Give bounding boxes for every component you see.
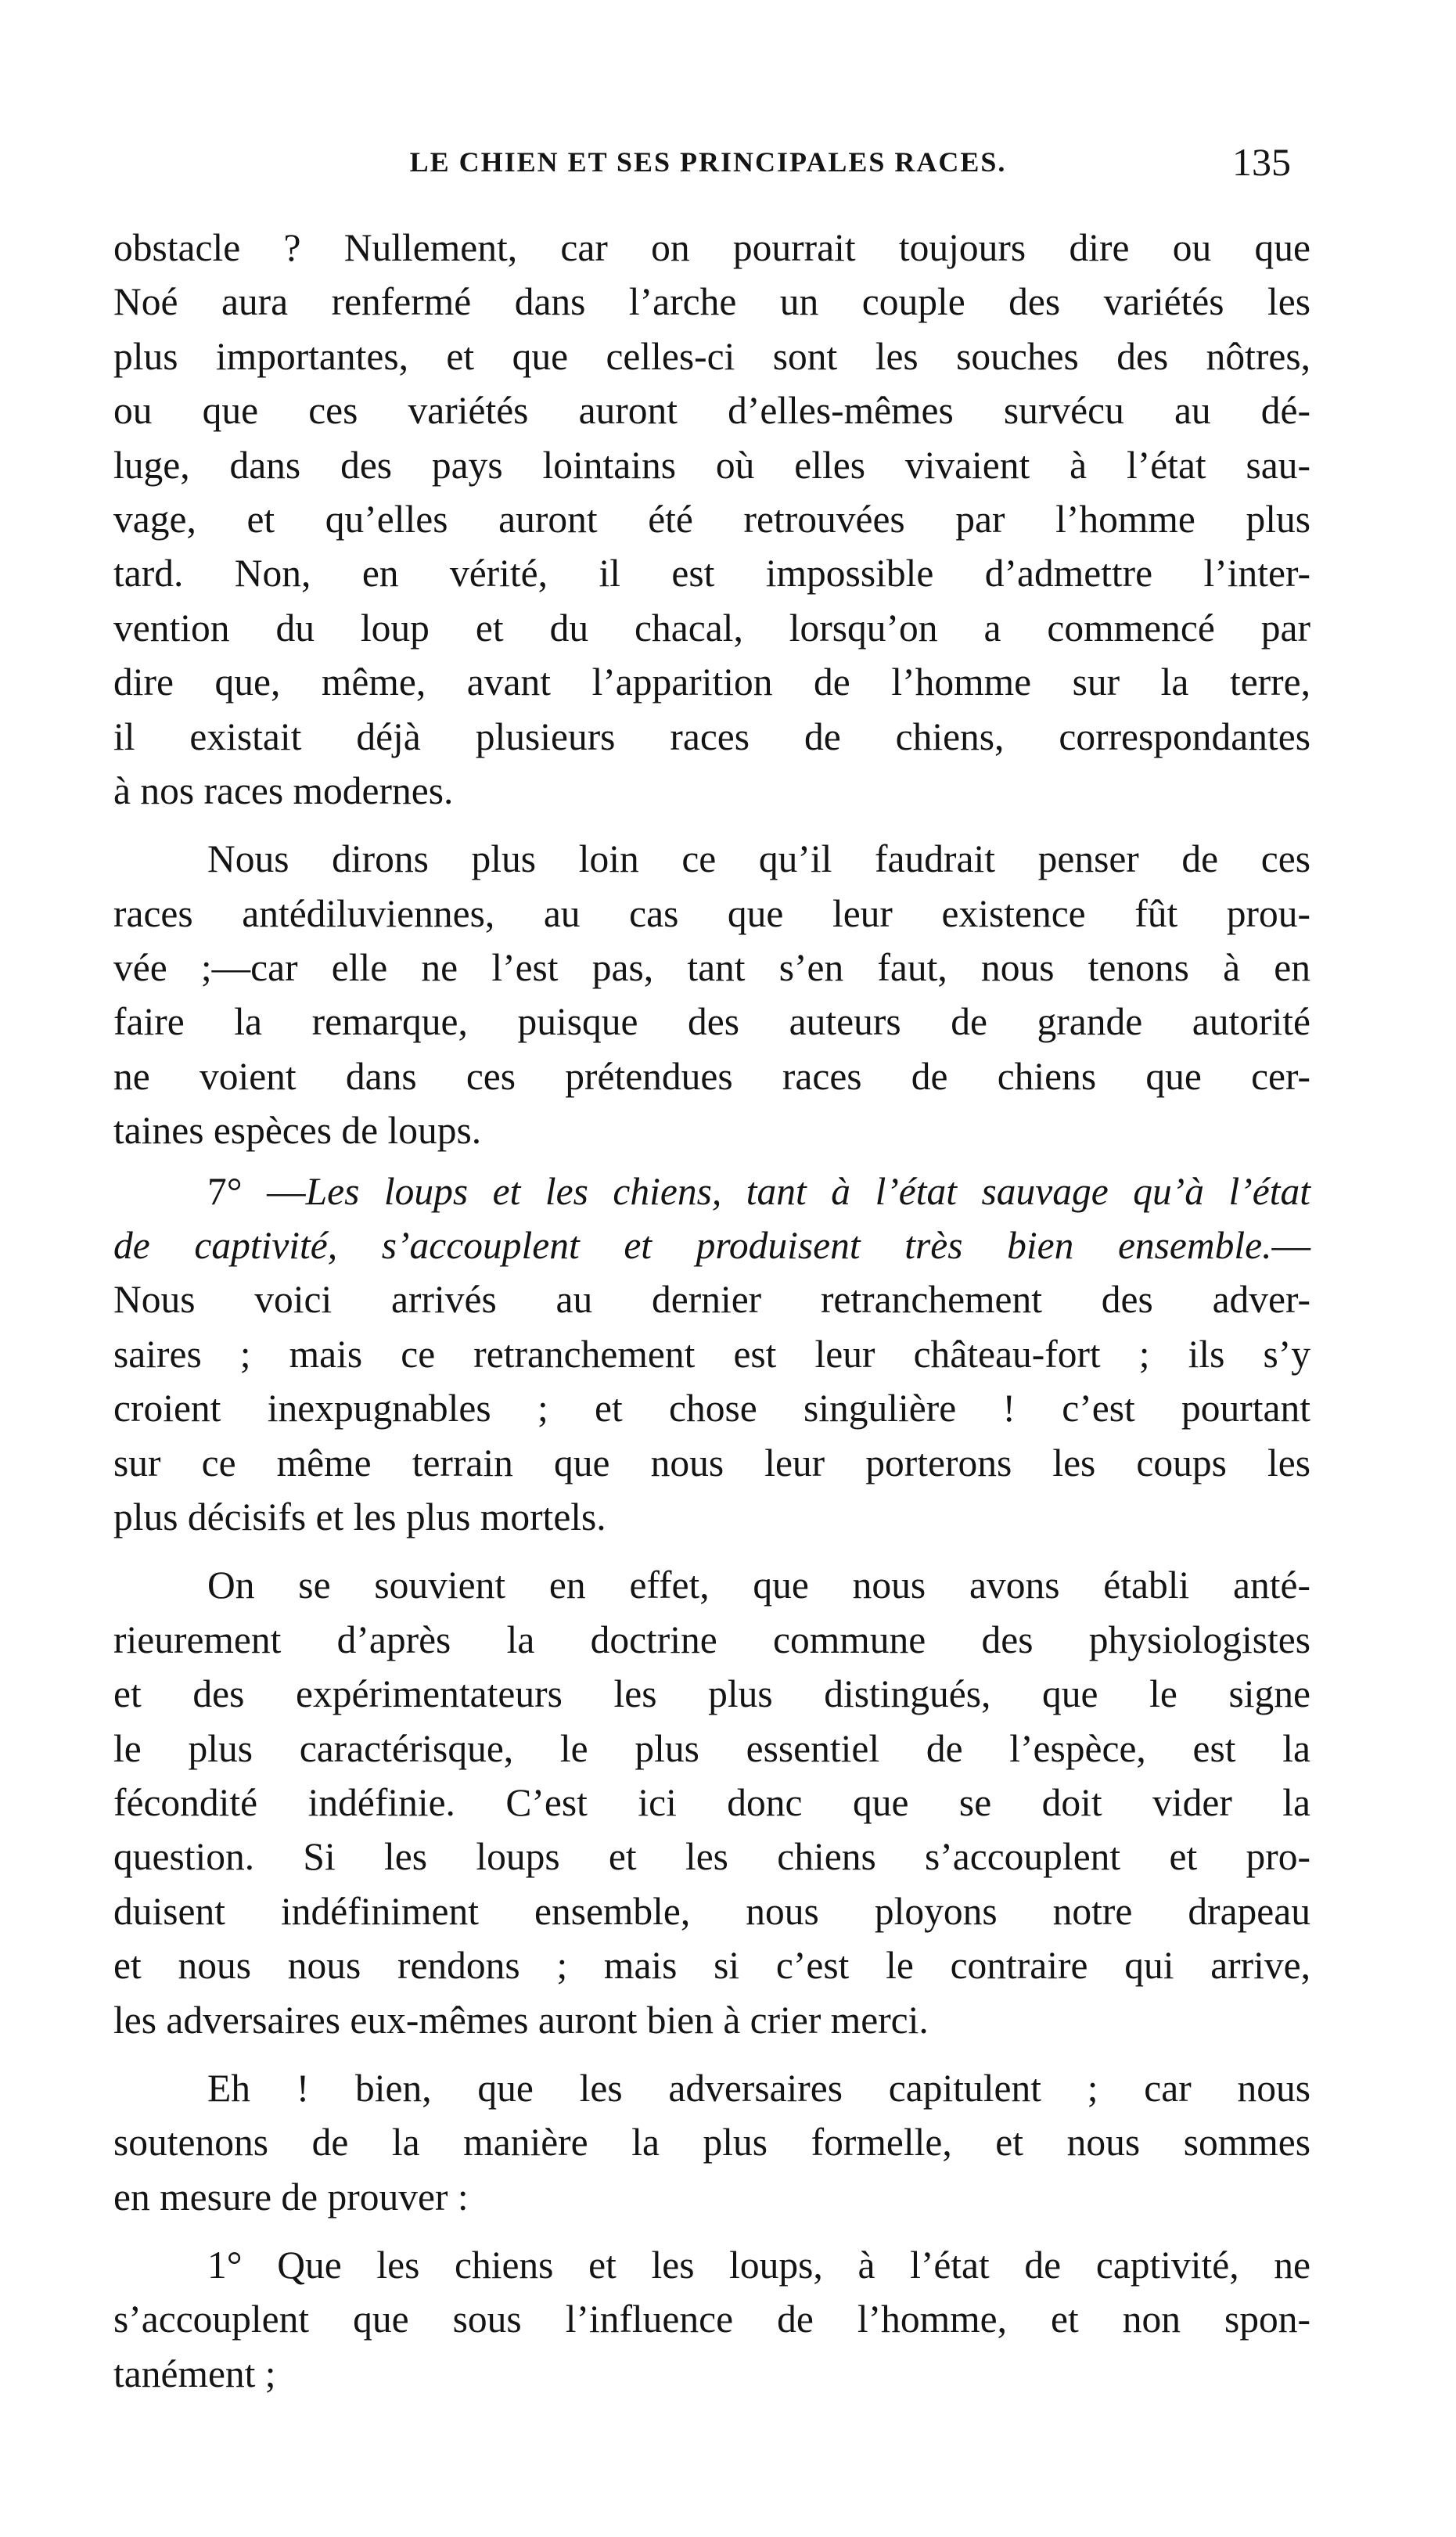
text-line: Noé aura renfermé dans l’arche un couple des variétés les — [113, 280, 1310, 324]
text-line: vée ;—car elle ne l’est pas, tant s’en faut, nous tenons à en — [113, 946, 1310, 990]
text-line: plus importantes, et que celles-ci sont les souches des nôtres, — [113, 334, 1310, 378]
text-line: il existait déjà plusieurs races de chiens, correspondantes — [113, 714, 1310, 758]
running-head — [125, 135, 1291, 189]
text-line: tard. Non, en vérité, il est impossible d’admettre l’inter- — [113, 552, 1310, 596]
text-line: Eh ! bien, que les adversaires capitulent ; car nous — [207, 2066, 1310, 2110]
text-line: races antédiluviennes, au cas que leur existence fût prou- — [113, 891, 1310, 935]
text-line: soutenons de la manière la plus formelle, et nous sommes — [113, 2121, 1310, 2165]
text-line: tanément ; — [113, 2352, 276, 2395]
text-line: vage, et qu’elles auront été retrouvées par l’homme plus — [113, 497, 1310, 541]
text-line: dire que, même, avant l’apparition de l’homme sur la terre, — [113, 660, 1310, 704]
section-heading-text: de captivité, s’accouplent et produisent très bien ensemble. — [113, 1224, 1272, 1268]
section-heading-text: Les loups et les chiens, tant à l’état sauvage qu’à l’état — [305, 1169, 1310, 1213]
text-line: et nous nous rendons ; mais si c’est le contraire qui arrive, — [113, 1944, 1310, 1988]
running-title: LE CHIEN ET SES PRINCIPALES RACES. — [409, 146, 1007, 178]
paragraph-2 — [113, 832, 1310, 1157]
section-heading-dash: — — [1271, 1224, 1310, 1268]
text-line: vention du loup et du chacal, lorsqu’on a commencé par — [113, 606, 1310, 650]
text-line: question. Si les loups et les chiens s’accouplent et pro- — [113, 1835, 1310, 1879]
text-line: rieurement d’après la doctrine commune des physiologistes — [113, 1618, 1310, 1661]
text-line: Nous voici arrivés au dernier retranchement des adver- — [113, 1278, 1310, 1322]
section-heading-line — [113, 1218, 1310, 1272]
paragraph-4 — [113, 1558, 1310, 2047]
text-line: saires ; mais ce retranchement est leur château-fort ; ils s’y — [113, 1332, 1310, 1376]
text-line: croient inexpugnables ; et chose singulière ! c’est pourtant — [113, 1387, 1310, 1430]
paragraph-6 — [113, 2238, 1310, 2401]
text-line: ne voient dans ces prétendues races de chiens que cer- — [113, 1054, 1310, 1098]
text-line: taines espèces de loups. — [113, 1109, 482, 1153]
page-number: 135 — [1232, 140, 1291, 184]
text-line: luge, dans des pays lointains où elles vivaient à l’état sau- — [113, 443, 1310, 487]
text-line: On se souvient en effet, que nous avons établi anté- — [207, 1564, 1310, 1607]
text-line: ou que ces variétés auront d’elles-mêmes survécu au dé- — [113, 389, 1310, 433]
paragraph-5 — [113, 2061, 1310, 2224]
text-line: 1° Que les chiens et les loups, à l’état de captivité, ne — [207, 2244, 1310, 2287]
text-line: les adversaires eux-mêmes auront bien à crier merci. — [113, 1998, 929, 2042]
section-number: 7° — — [207, 1169, 306, 1213]
text-line: le plus caractérisque, le plus essentiel de l’espèce, est la — [113, 1726, 1310, 1770]
text-line: fécondité indéfinie. C’est ici donc que se doit vider la — [113, 1780, 1310, 1824]
text-line: en mesure de prouver : — [113, 2175, 469, 2219]
text-line: et des expérimentateurs les plus distingués, que le signe — [113, 1672, 1310, 1716]
text-line: à nos races modernes. — [113, 768, 454, 812]
paragraph-1 — [113, 221, 1310, 818]
paragraph-3 — [113, 1164, 1310, 1545]
body-text — [113, 221, 1310, 2401]
text-line: obstacle ? Nullement, car on pourrait toujours dire ou que — [113, 226, 1310, 269]
text-line: plus décisifs et les plus mortels. — [113, 1495, 606, 1538]
text-line: faire la remarque, puisque des auteurs de grande autorité — [113, 1000, 1310, 1044]
text-line: Nous dirons plus loin ce qu’il faudrait penser de ces — [207, 837, 1310, 881]
section-heading-line — [113, 1164, 1310, 1218]
text-line: s’accouplent que sous l’influence de l’homme, et non spon- — [113, 2298, 1310, 2341]
text-line: sur ce même terrain que nous leur porterons les coups les — [113, 1441, 1310, 1484]
text-line: duisent indéfiniment ensemble, nous ployons notre drapeau — [113, 1889, 1310, 1933]
